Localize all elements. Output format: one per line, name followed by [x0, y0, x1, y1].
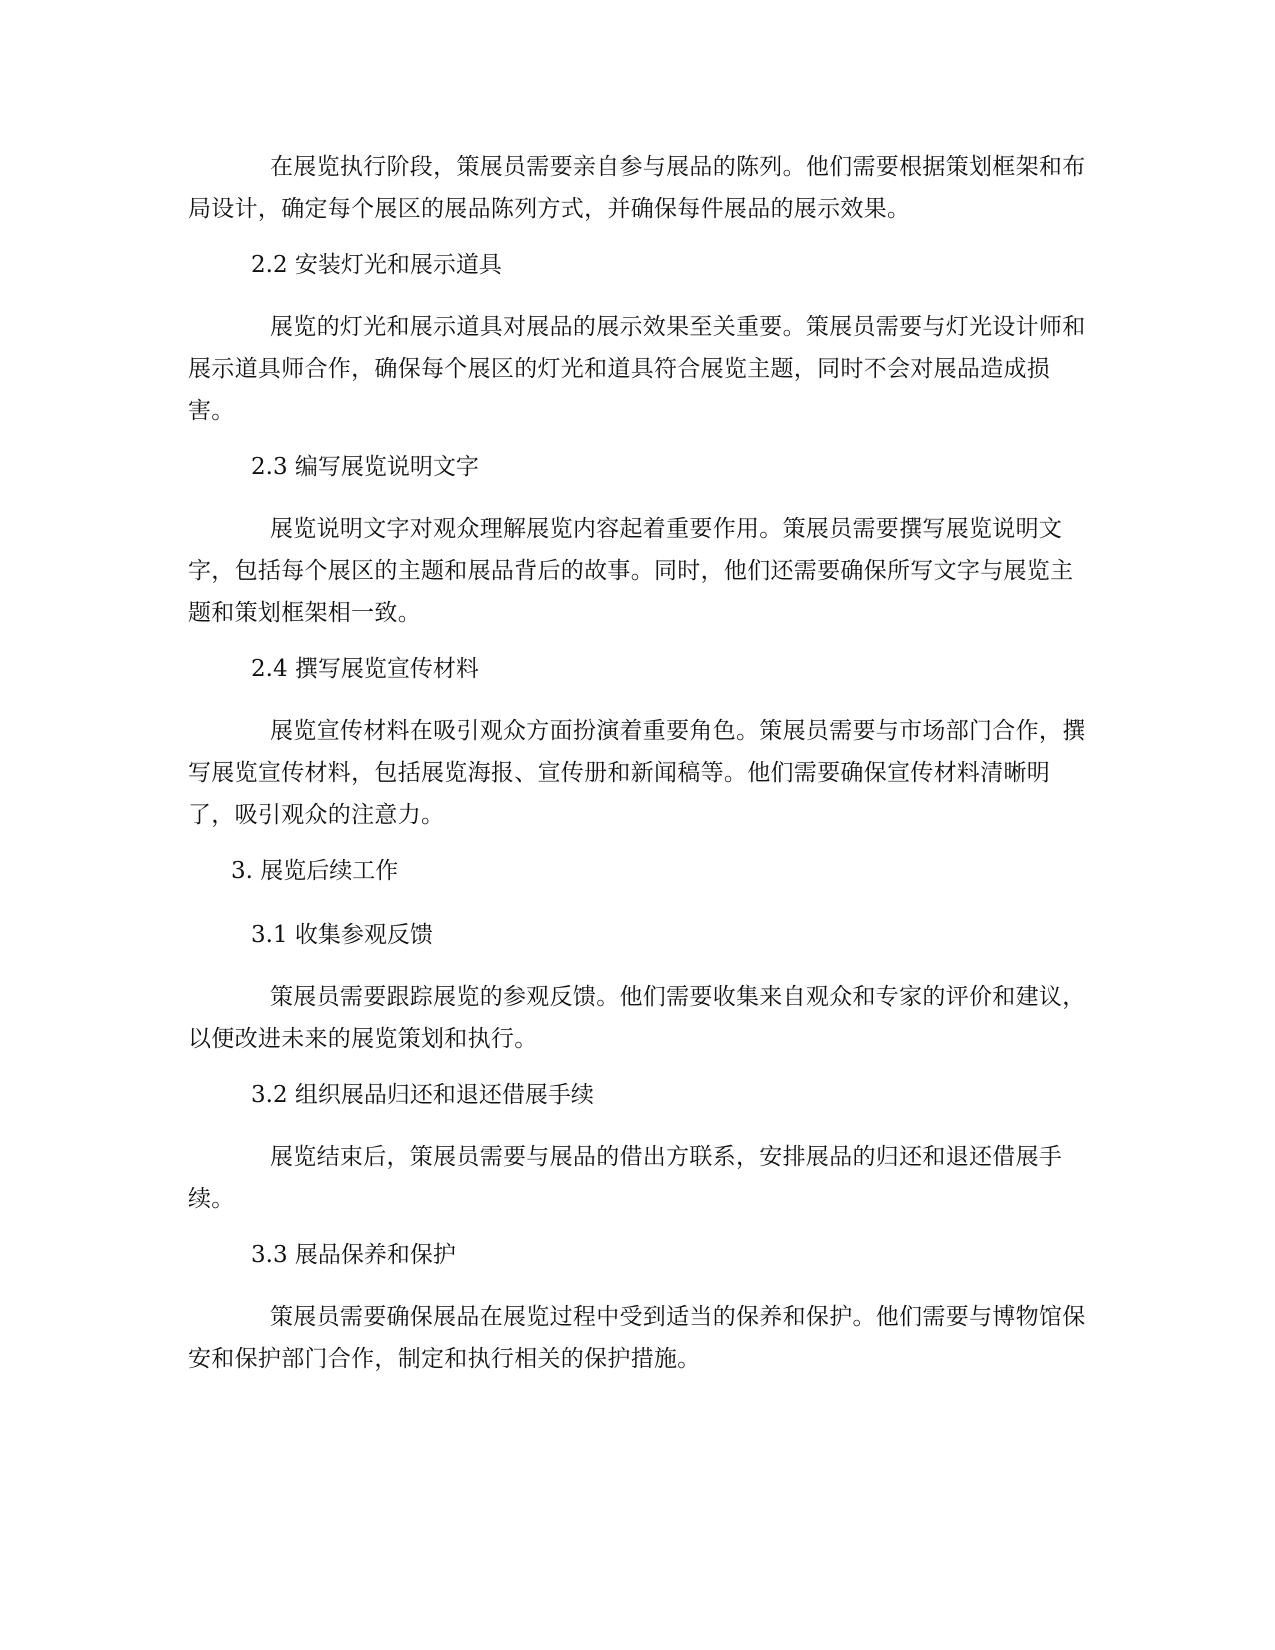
- paragraph-exhibit-arrangement: 在展览执行阶段，策展员需要亲自参与展品的陈列。他们需要根据策划框架和布局设计，确定每个展区的展品陈列方式，并确保每件展品的展示效果。: [188, 154, 1086, 222]
- paragraph-promotion-materials: 展览宣传材料在吸引观众方面扮演着重要角色。策展员需要与市场部门合作，撰写展览宣传材料，包括展览海报、宣传册和新闻稿等。他们需要确保宣传材料清晰明了，吸引观众的注意力。: [188, 718, 1086, 828]
- subheading-2-3: 2.3 编写展览说明文字: [251, 454, 479, 480]
- paragraph-conservation: 策展员需要确保展品在展览过程中受到适当的保养和保护。他们需要与博物馆保安和保护部门合作，制定和执行相关的保护措施。: [188, 1304, 1086, 1372]
- subheading-3-3: 3.3 展品保养和保护: [251, 1242, 456, 1268]
- paragraph-feedback: 策展员需要跟踪展览的参观反馈。他们需要收集来自观众和专家的评价和建议，以便改进未来的展览策划和执行。: [188, 984, 1086, 1052]
- paragraph-lighting-props: 展览的灯光和展示道具对展品的展示效果至关重要。策展员需要与灯光设计师和展示道具师合作，确保每个展区的灯光和道具符合展览主题，同时不会对展品造成损害。: [188, 314, 1086, 424]
- paragraph-return-procedures: 展览结束后，策展员需要与展品的借出方联系，安排展品的归还和退还借展手续。: [188, 1144, 1063, 1212]
- document-body: [188, 146, 1088, 1380]
- subheading-3-2: 3.2 组织展品归还和退还借展手续: [251, 1082, 594, 1108]
- subheading-2-2: 2.2 安装灯光和展示道具: [251, 252, 502, 278]
- subheading-3-1: 3.1 收集参观反馈: [251, 922, 433, 948]
- subheading-2-4: 2.4 撰写展览宣传材料: [251, 656, 479, 682]
- paragraph-exhibition-text: 展览说明文字对观众理解展览内容起着重要作用。策展员需要撰写展览说明文字，包括每个展区的主题和展品背后的故事。同时，他们还需要确保所写文字与展览主题和策划框架相一致。: [188, 516, 1074, 626]
- heading-3: 3. 展览后续工作: [231, 858, 399, 884]
